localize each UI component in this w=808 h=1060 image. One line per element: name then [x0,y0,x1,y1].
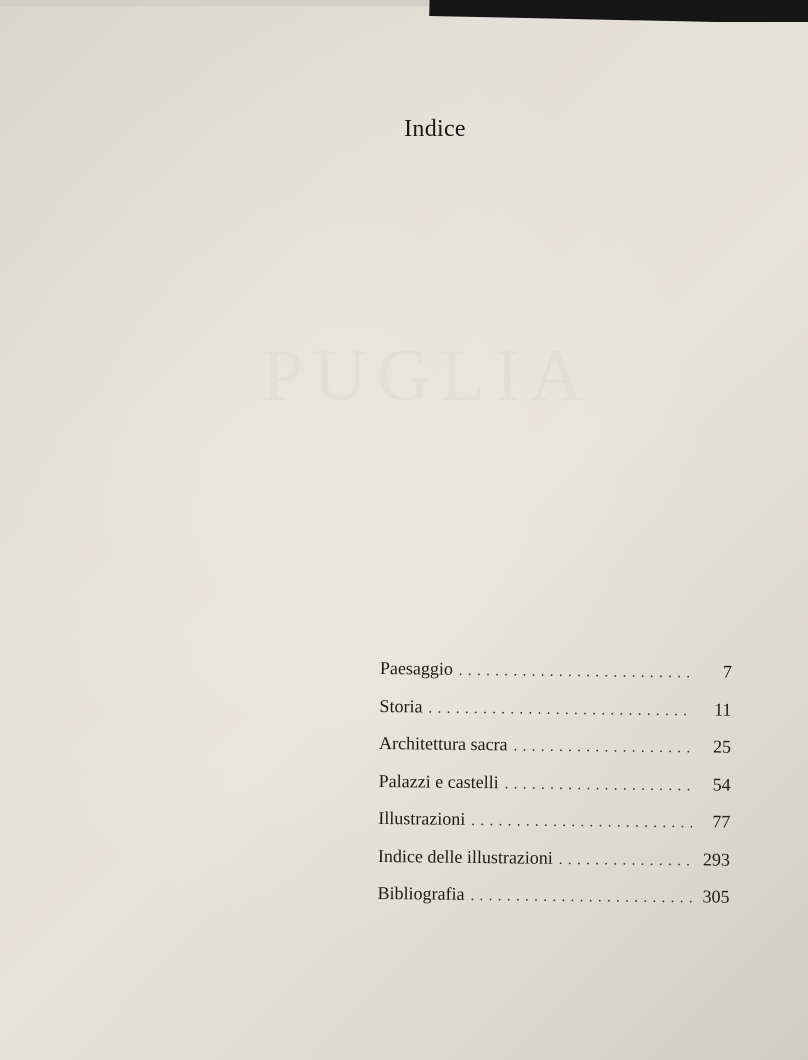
toc-entry-architettura-sacra[interactable] [379,733,731,774]
dot-leader [428,700,693,720]
toc-entry-page-number: 54 [712,773,731,795]
paper-edge [0,0,520,6]
toc-entry-indice-delle-illustrazioni[interactable] [378,845,730,886]
toc-entry-label: Storia [379,695,423,716]
dot-leader [459,663,694,682]
dot-leader [559,851,692,869]
dot-leader [470,888,691,907]
dot-leader [505,776,693,795]
toc-entry-storia[interactable] [379,695,731,736]
page-top-edge [0,0,808,22]
dot-leader [513,738,693,757]
toc-entry-paesaggio[interactable] [380,658,732,699]
dark-background-corner [429,0,808,22]
toc-entry-label: Indice delle illustrazioni [377,845,553,868]
toc-entry-page-number: 25 [712,736,732,757]
dot-leader [471,813,692,832]
toc-entry-page-number: 305 [702,886,730,907]
toc-entry-palazzi-e-castelli[interactable] [378,770,730,811]
toc-entry-page-number: 77 [712,811,731,832]
show-through-watermark [262,334,593,419]
toc-entry-page-number: 293 [702,848,731,870]
page-title: Indice [404,116,466,142]
toc-entry-label: Bibliografia [377,882,465,904]
toc-entry-page-number: 7 [722,661,732,682]
toc-entry-label: Palazzi e castelli [378,770,499,792]
toc-entry-bibliografia[interactable] [377,883,729,924]
table-of-contents [377,658,732,924]
toc-entry-label: Paesaggio [379,658,453,679]
toc-entry-page-number: 11 [714,699,732,720]
toc-entry-label: Architettura sacra [379,732,508,755]
toc-entry-illustrazioni[interactable] [378,808,730,849]
toc-entry-label: Illustrazioni [378,807,466,829]
